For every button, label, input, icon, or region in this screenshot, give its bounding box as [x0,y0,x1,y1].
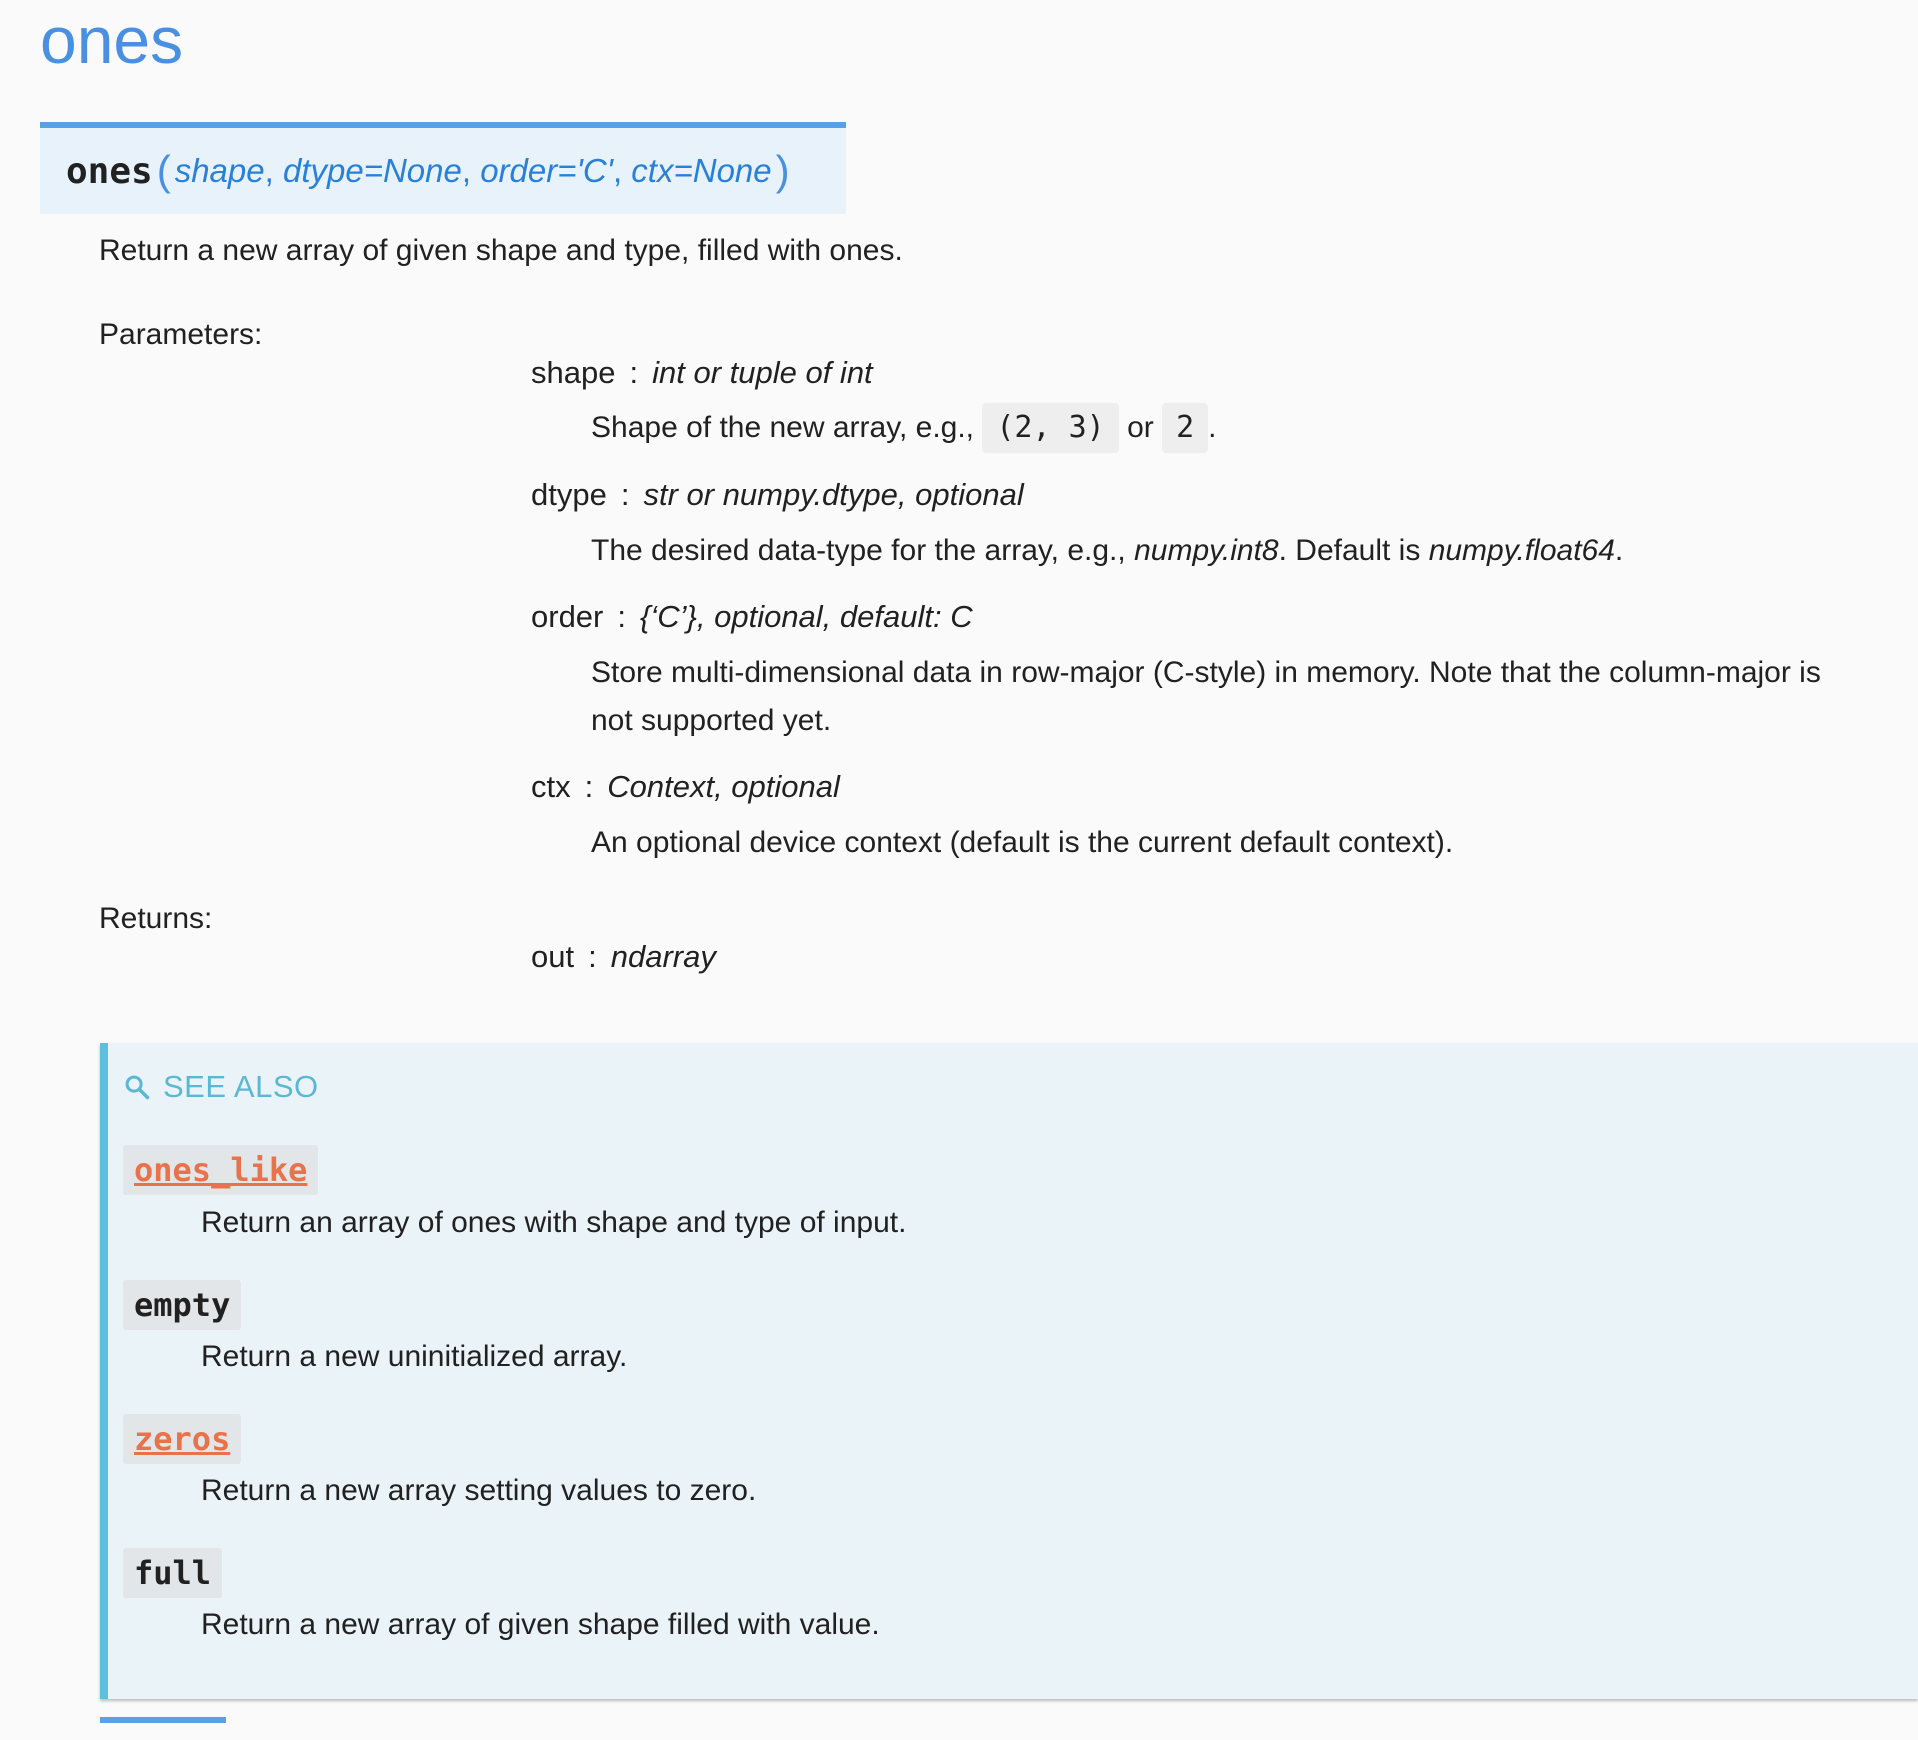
search-icon [123,1073,151,1101]
signature-close-paren: ) [775,147,790,194]
return-out: out : ndarray [531,939,716,974]
param-shape: shape : int or tuple of int [531,355,873,390]
function-signature [40,122,846,214]
param-type: str or numpy.dtype, optional [643,477,1024,512]
see-also-box [100,1043,1918,1699]
param-ctx: ctx : Context, optional [531,769,840,804]
param-name: order [531,599,604,634]
param-description: The desired data-type for the array, e.g., numpy.int8. Default is numpy.float64. [591,534,1624,567]
see-also-heading [123,1069,319,1105]
see-also-link-ones-like[interactable]: ones_like [123,1145,318,1195]
signature-param: shape [174,152,265,189]
page-title: ones [40,3,184,77]
code-literal: 2 [1162,403,1208,453]
param-order: order : {‘C’}, optional, default: C [531,599,973,634]
signature-name: ones [66,150,153,192]
param-name: shape [531,355,616,390]
signature-param: order='C' [480,152,613,189]
see-also-link-zeros[interactable]: zeros [123,1414,241,1464]
signature-param: ctx=None [631,152,772,189]
param-description: Store multi-dimensional data in row-major (C-style) in memory. Note that the column-major is not supported yet. [591,656,1821,737]
return-name: out [531,939,575,974]
returns-label: Returns: [99,902,213,935]
see-also-item-full: full [123,1548,222,1598]
param-dtype: dtype : str or numpy.dtype, optional [531,477,1024,512]
param-type: {‘C’}, optional, default: C [640,599,973,634]
code-literal: (2, 3) [982,403,1118,453]
see-also-description: Return a new array setting values to zero. [201,1474,757,1507]
see-also-label: SEE ALSO [163,1069,319,1104]
signature-open-paren: ( [156,147,171,194]
see-also-description: Return a new uninitialized array. [201,1340,628,1373]
param-description: Shape of the new array, e.g., (2, 3) or 2 . [591,403,1217,453]
next-section-divider [100,1717,226,1723]
param-type: int or tuple of int [652,355,873,390]
see-also-description: Return a new array of given shape filled with value. [201,1608,880,1641]
see-also-item-empty: empty [123,1280,241,1330]
signature-param: dtype=None [282,152,462,189]
function-summary: Return a new array of given shape and type, filled with ones. [99,234,903,267]
param-name: dtype [531,477,607,512]
parameters-label: Parameters: [99,318,263,351]
param-type: Context, optional [607,769,840,804]
param-description: An optional device context (default is the current default context). [591,826,1454,859]
see-also-description: Return an array of ones with shape and type of input. [201,1206,907,1239]
return-type: ndarray [610,939,716,974]
signature-params: shape, dtype=None, order='C', ctx=None [174,152,772,189]
param-name: ctx [531,769,571,804]
